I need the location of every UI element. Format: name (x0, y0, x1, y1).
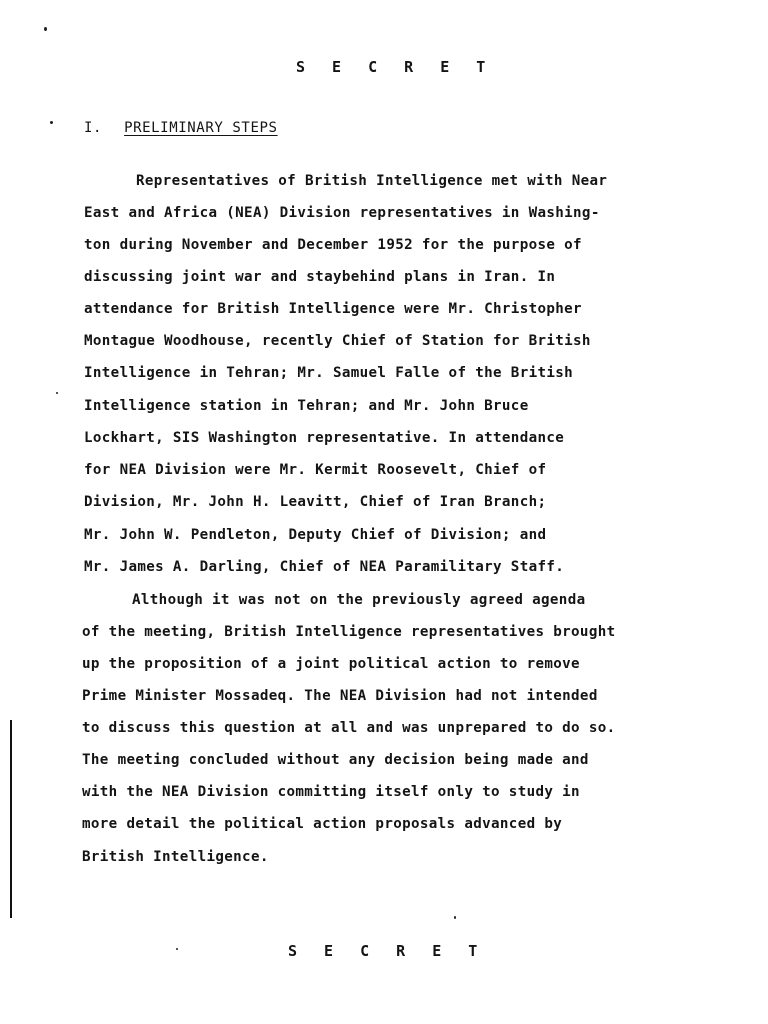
text-line: Intelligence station in Tehran; and Mr. John Bruce (84, 398, 529, 414)
section-heading (84, 120, 278, 136)
header-classification-marking: S E C R E T (296, 58, 495, 76)
text-line: Mr. John W. Pendleton, Deputy Chief of Division; and (84, 527, 547, 543)
text-line: for NEA Division were Mr. Kermit Roosevelt, Chief of (84, 462, 547, 478)
text-line: Representatives of British Intelligence met with Near (136, 173, 608, 189)
text-line: of the meeting, British Intelligence representatives brought (82, 624, 616, 640)
scan-speck (176, 948, 178, 950)
text-line: up the proposition of a joint political action to remove (82, 656, 580, 672)
text-line: ton during November and December 1952 for the purpose of (84, 237, 582, 253)
section-title: PRELIMINARY STEPS (124, 120, 278, 136)
text-line: British Intelligence. (82, 849, 269, 865)
text-line: The meeting concluded without any decision being made and (82, 752, 589, 768)
text-line: with the NEA Division committing itself only to study in (82, 784, 580, 800)
margin-line-mark (10, 720, 12, 918)
text-line: Although it was not on the previously agreed agenda (132, 592, 586, 608)
text-line: East and Africa (NEA) Division representatives in Washing- (84, 205, 600, 221)
footer-classification-marking: S E C R E T (288, 942, 487, 960)
section-number: I. (84, 120, 103, 136)
text-line: Mr. James A. Darling, Chief of NEA Paramilitary Staff. (84, 559, 565, 575)
text-line: to discuss this question at all and was unprepared to do so. (82, 720, 616, 736)
text-line: Division, Mr. John H. Leavitt, Chief of Iran Branch; (84, 494, 547, 510)
scan-speck (50, 121, 53, 124)
text-line: more detail the political action proposals advanced by (82, 816, 563, 832)
text-line: Prime Minister Mossadeq. The NEA Division had not intended (82, 688, 598, 704)
scan-speck (56, 392, 58, 394)
text-line: discussing joint war and staybehind plans in Iran. In (84, 269, 556, 285)
text-line: Montague Woodhouse, recently Chief of Station for British (84, 333, 591, 349)
scan-speck (454, 916, 456, 919)
text-line: attendance for British Intelligence were Mr. Christopher (84, 301, 582, 317)
text-line: Lockhart, SIS Washington representative. In attendance (84, 430, 565, 446)
scan-speck (44, 27, 47, 31)
text-line: Intelligence in Tehran; Mr. Samuel Falle of the British (84, 365, 574, 381)
